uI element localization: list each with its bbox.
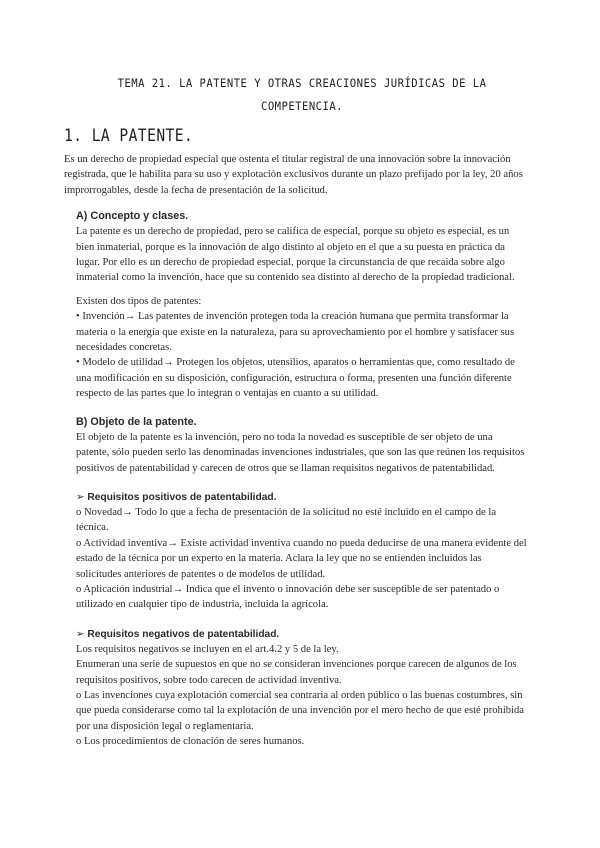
intro-paragraph: Es un derecho de propiedad especial que ostenta el titular registral de una innovación sobre la innovación registrada, que le habilita para su uso y explotación exclusivos durante un plazo prefijado por la ley, 20 años improrrogables, desde la fecha de presentación de la solicitud. <box>64 154 523 196</box>
title-line-2: COMPETENCIA. <box>261 99 343 113</box>
positive-item-novelty: o Novedad→ Todo lo que a fecha de presentación de la solicitud no esté incluido en el campo de la técnica. <box>76 506 497 534</box>
negative-item-2: o Los procedimientos de clonación de seres humanos. <box>76 736 305 748</box>
negative-requirements-title: ➢ Requisitos negativos de patentabilidad. <box>76 628 280 640</box>
document-title <box>94 72 510 118</box>
negative-line-1: Los requisitos negativos se incluyen en el art.4.2 y 5 de la ley. <box>76 643 339 655</box>
title-line-1: TEMA 21. LA PATENTE Y OTRAS CREACIONES JURÍDICAS DE LA <box>117 76 487 90</box>
section-b-title: B) Objeto de la patente. <box>76 415 197 428</box>
negative-item-1: o Las invenciones cuya explotación comercial sea contraria al orden público o las buenas costumbres, sin que pueda considerarse como tal la explotación de una invención por el mero hecho de que esté prohibida por una disposición legal o reglamentaria. <box>76 689 525 732</box>
types-intro: Existen dos tipos de patentes: <box>76 295 202 307</box>
type-invention: • Invención→ Las patentes de invención protegen toda la creación humana que permita transformar la materia o la energía que existe en la naturaleza, para su aprovechamiento por el hombre y satisfacer sus necesidades concretas. <box>76 311 515 354</box>
section-heading: 1. LA PATENTE. <box>64 126 194 146</box>
section-b-paragraph: El objeto de la patente es la invención, pero no toda la novedad es susceptible de ser objeto de una patente, sólo pueden serlo las denominadas invenciones industriales, que son las que reúnen los requisitos positivos de patentabilidad y carecen de otros que se llaman requisitos negativos de patentabilidad. <box>76 431 525 474</box>
type-utility-model: • Modelo de utilidad→ Protegen los objetos, utensilios, aparatos o herramientas que, como resultado de una modificación en su disposición, configuración, estructura o forma, presenten una función diferente respecto de las partes que lo integran o ventajas en cuanto a su utilidad. <box>76 357 515 400</box>
positive-item-inventive: o Actividad inventiva→ Existe actividad inventiva cuando no pueda deducirse de una manera evidente del estado de la técnica por un experto en la materia. Aclara la ley que no se entienden incluidos las solicitudes anteriores de patentes o de modelos de utilidad. <box>76 537 527 580</box>
negative-line-2: Enumeran una serie de supuestos en que no se consideran invenciones porque carecen de algunos de los requisitos positivos, sobre todo carecen de actividad inventiva. <box>76 659 517 686</box>
section-a-paragraph: La patente es un derecho de propiedad, pero se califica de especial, porque su objeto es especial, es un bien inmaterial, porque es la innovación de algo distinto al objeto en el que a su puesta en práctica da lugar. Por ello es un derecho de propiedad especial, porque la circunstancia de que recaida sobre algo inmaterial como la invención, hace que su contenido sea distinto al derecho de la propiedad tradicional. <box>76 226 515 284</box>
positive-requirements-title: ➢ Requisitos positivos de patentabilidad. <box>76 491 277 503</box>
section-a-title: A) Concepto y clases. <box>76 210 189 223</box>
positive-item-industrial: o Aplicación industrial→ Indica que el invento o innovación debe ser susceptible de ser patentado o utilizado en cualquier tipo de industria, incluida la agrícola. <box>76 583 500 611</box>
